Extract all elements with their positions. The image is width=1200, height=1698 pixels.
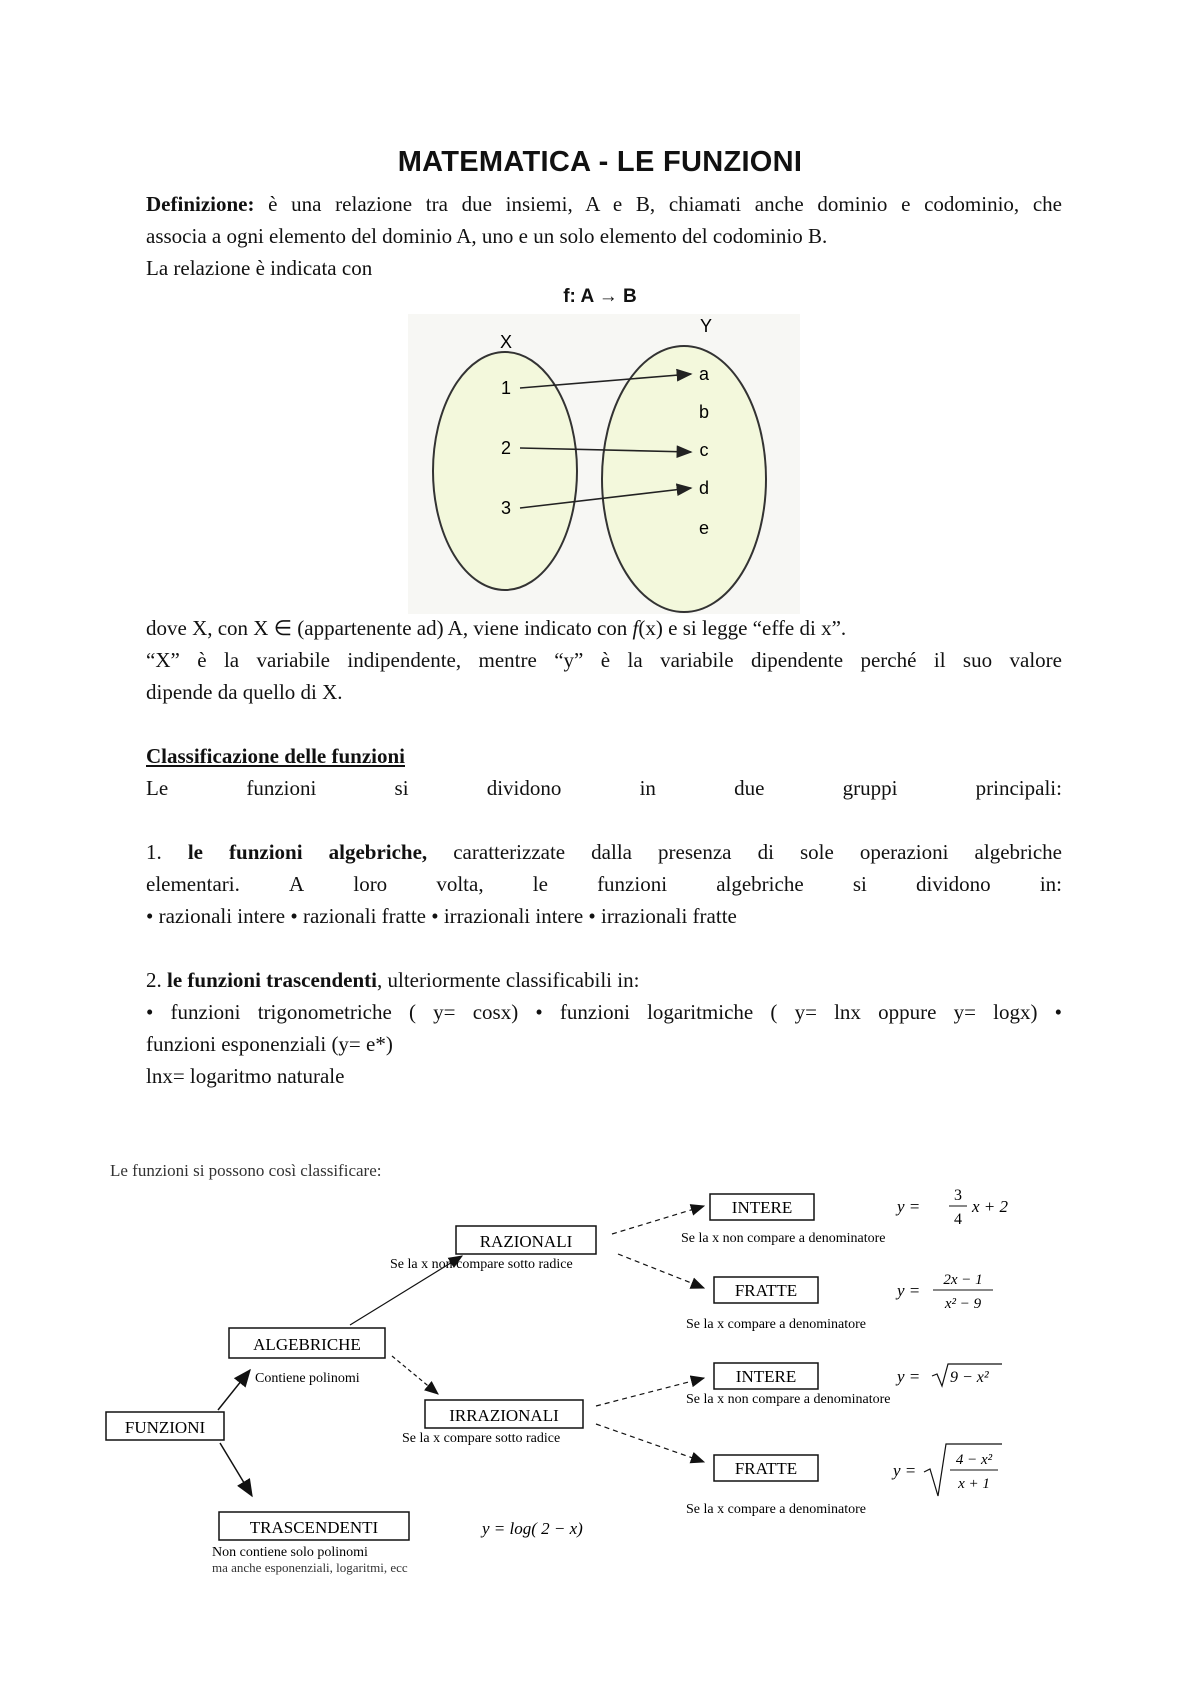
irrazionali-note: Se la x compare sotto radice — [402, 1431, 561, 1446]
transcendent-line-1 — [146, 964, 1062, 996]
explanation-line-1-pre: dove X, con X ∈ (appartenente ad) A, viene indicato con — [146, 616, 633, 640]
formula-lhs: y = — [893, 1461, 917, 1480]
algebriche-note: Contiene polinomi — [255, 1371, 360, 1386]
algebraic-word: loro — [353, 872, 388, 896]
codomain-element: c — [699, 440, 709, 460]
intro-word: in — [639, 776, 656, 800]
definition-label: Definizione: — [146, 192, 255, 216]
domain-element: 1 — [500, 378, 512, 398]
node-algebriche: ALGEBRICHE — [253, 1335, 361, 1354]
algebraic-word: si — [852, 872, 867, 896]
intro-word: gruppi — [842, 776, 898, 800]
razionali-note: Se la x non compare sotto radice — [390, 1257, 573, 1272]
trascendenti-formula: y = log( 2 − x) — [482, 1519, 583, 1538]
trascendenti-note-2: ma anche esponenziali, logaritmi, ecc — [212, 1560, 408, 1575]
formula-denominator: 4 — [954, 1211, 962, 1228]
transcendent-number: 2. — [146, 968, 162, 992]
trascendenti-note-1: Non contiene solo polinomi — [212, 1545, 368, 1560]
node-irr-fratte: FRATTE — [734, 1459, 798, 1478]
classification-diagram — [0, 1150, 1200, 1590]
formula-raz-fratte — [895, 1272, 993, 1312]
definition-paragraph — [146, 188, 1062, 284]
node-irrazionali: IRRAZIONALI — [449, 1406, 559, 1425]
codomain-element: e — [698, 518, 710, 538]
codomain-element: a — [698, 364, 710, 384]
intro-word: due — [734, 776, 765, 800]
algebraic-word: in: — [1039, 872, 1062, 896]
diagram-caption: Le funzioni si possono così classificare: — [110, 1161, 382, 1180]
arrow-razionali-intere — [612, 1206, 704, 1234]
definition-line-3: La relazione è indicata con — [146, 256, 373, 280]
set-y-ellipse — [602, 346, 766, 612]
algebraic-list: • razionali intere • razionali fratte • irrazionali intere • irrazionali fratte — [146, 904, 737, 928]
arrow-irrazionali-fratte — [596, 1424, 704, 1462]
raz-fratte-note: Se la x compare a denominatore — [686, 1317, 866, 1332]
classification-intro — [146, 772, 1062, 804]
intro-word: si — [394, 776, 409, 800]
formula-numerator: 3 — [954, 1187, 962, 1204]
irr-intere-note: Se la x non compare a denominatore — [686, 1392, 891, 1407]
formula-lhs: y = — [897, 1367, 921, 1386]
formula-denominator: x + 1 — [958, 1476, 990, 1492]
algebraic-word: funzioni — [597, 872, 668, 896]
codomain-element: d — [698, 478, 710, 498]
transcendent-list-1: • funzioni trigonometriche ( y= cosx) • funzioni logaritmiche ( y= lnx oppure y= logx) • — [146, 1000, 1062, 1024]
algebraic-word: algebriche — [716, 872, 804, 896]
algebraic-word: elementari. — [146, 872, 240, 896]
raz-intere-note: Se la x non compare a denominatore — [681, 1231, 886, 1246]
explanation-paragraph — [146, 612, 1062, 708]
explanation-line-2: “X” è la variabile indipendente, mentre “y” è la variabile dipendente perché il suo valore — [146, 648, 1062, 672]
explanation-f-symbol: f — [632, 616, 639, 640]
irr-fratte-note: Se la x compare a denominatore — [686, 1502, 866, 1517]
transcendent-note: lnx= logaritmo naturale — [146, 1064, 345, 1088]
formula-radicand: 9 − x² — [950, 1369, 989, 1386]
algebraic-line-1 — [146, 836, 1062, 868]
node-raz-intere: INTERE — [731, 1198, 793, 1217]
venn-diagram — [408, 314, 800, 614]
formula-raz-intere — [895, 1187, 1009, 1228]
set-y-label: Y — [699, 316, 713, 336]
intro-word: funzioni — [246, 776, 317, 800]
node-raz-fratte: FRATTE — [734, 1281, 798, 1300]
algebraic-number: 1. — [146, 840, 162, 864]
arrow-funzioni-algebriche — [218, 1370, 250, 1410]
classification-section — [146, 740, 1062, 1092]
formula-numerator: 2x − 1 — [943, 1272, 983, 1288]
definition-line-1: è una relazione tra due insiemi, A e B, chiamati anche dominio e codominio, che — [268, 192, 1063, 216]
definition-line-2: associa a ogni elemento del dominio A, uno e un solo elemento del codominio B. — [146, 224, 828, 248]
formula-numerator: 4 − x² — [955, 1452, 993, 1468]
domain-element: 3 — [500, 498, 512, 518]
algebraic-line-2 — [146, 868, 1062, 900]
domain-element: 2 — [500, 438, 512, 458]
formula-lhs: y = — [897, 1197, 921, 1216]
explanation-line-3: dipende da quello di X. — [146, 680, 343, 704]
transcendent-description: , ulteriormente classificabili in: — [377, 968, 640, 992]
node-funzioni: FUNZIONI — [124, 1418, 206, 1437]
function-notation: f: A → B — [563, 286, 637, 307]
algebraic-word: dividono — [915, 872, 991, 896]
node-trascendenti: TRASCENDENTI — [249, 1518, 379, 1537]
algebraic-title: le funzioni algebriche, — [187, 840, 428, 864]
page-title: MATEMATICA - LE FUNZIONI — [397, 146, 803, 178]
algebraic-description: caratterizzate dalla presenza di sole operazioni algebriche — [427, 840, 1062, 864]
classification-heading: Classificazione delle funzioni — [146, 744, 405, 768]
explanation-line-1-post: (x) e si legge “effe di x”. — [638, 616, 847, 640]
formula-rest: x + 2 — [972, 1197, 1009, 1216]
arrow-razionali-fratte — [618, 1254, 704, 1288]
formula-denominator: x² − 9 — [944, 1296, 982, 1312]
arrow-algebriche-irrazionali — [392, 1356, 438, 1394]
intro-word: dividono — [486, 776, 562, 800]
set-x-label: X — [499, 332, 513, 352]
node-razionali: RAZIONALI — [479, 1232, 573, 1251]
node-irr-intere: INTERE — [735, 1367, 797, 1386]
formula-irr-intere — [895, 1364, 1002, 1386]
algebraic-word: A — [289, 872, 305, 896]
intro-word: Le — [146, 776, 169, 800]
formula-lhs: y = — [897, 1281, 921, 1300]
transcendent-list-2: funzioni esponenziali (y= e*) — [146, 1032, 393, 1056]
arrow-funzioni-trascendenti — [220, 1443, 252, 1496]
intro-word: principali: — [975, 776, 1062, 800]
algebraic-word: volta, — [436, 872, 484, 896]
formula-irr-fratte — [891, 1444, 1002, 1496]
transcendent-title: le funzioni trascendenti — [167, 968, 377, 992]
algebraic-word: le — [532, 872, 548, 896]
codomain-element: b — [698, 402, 710, 422]
